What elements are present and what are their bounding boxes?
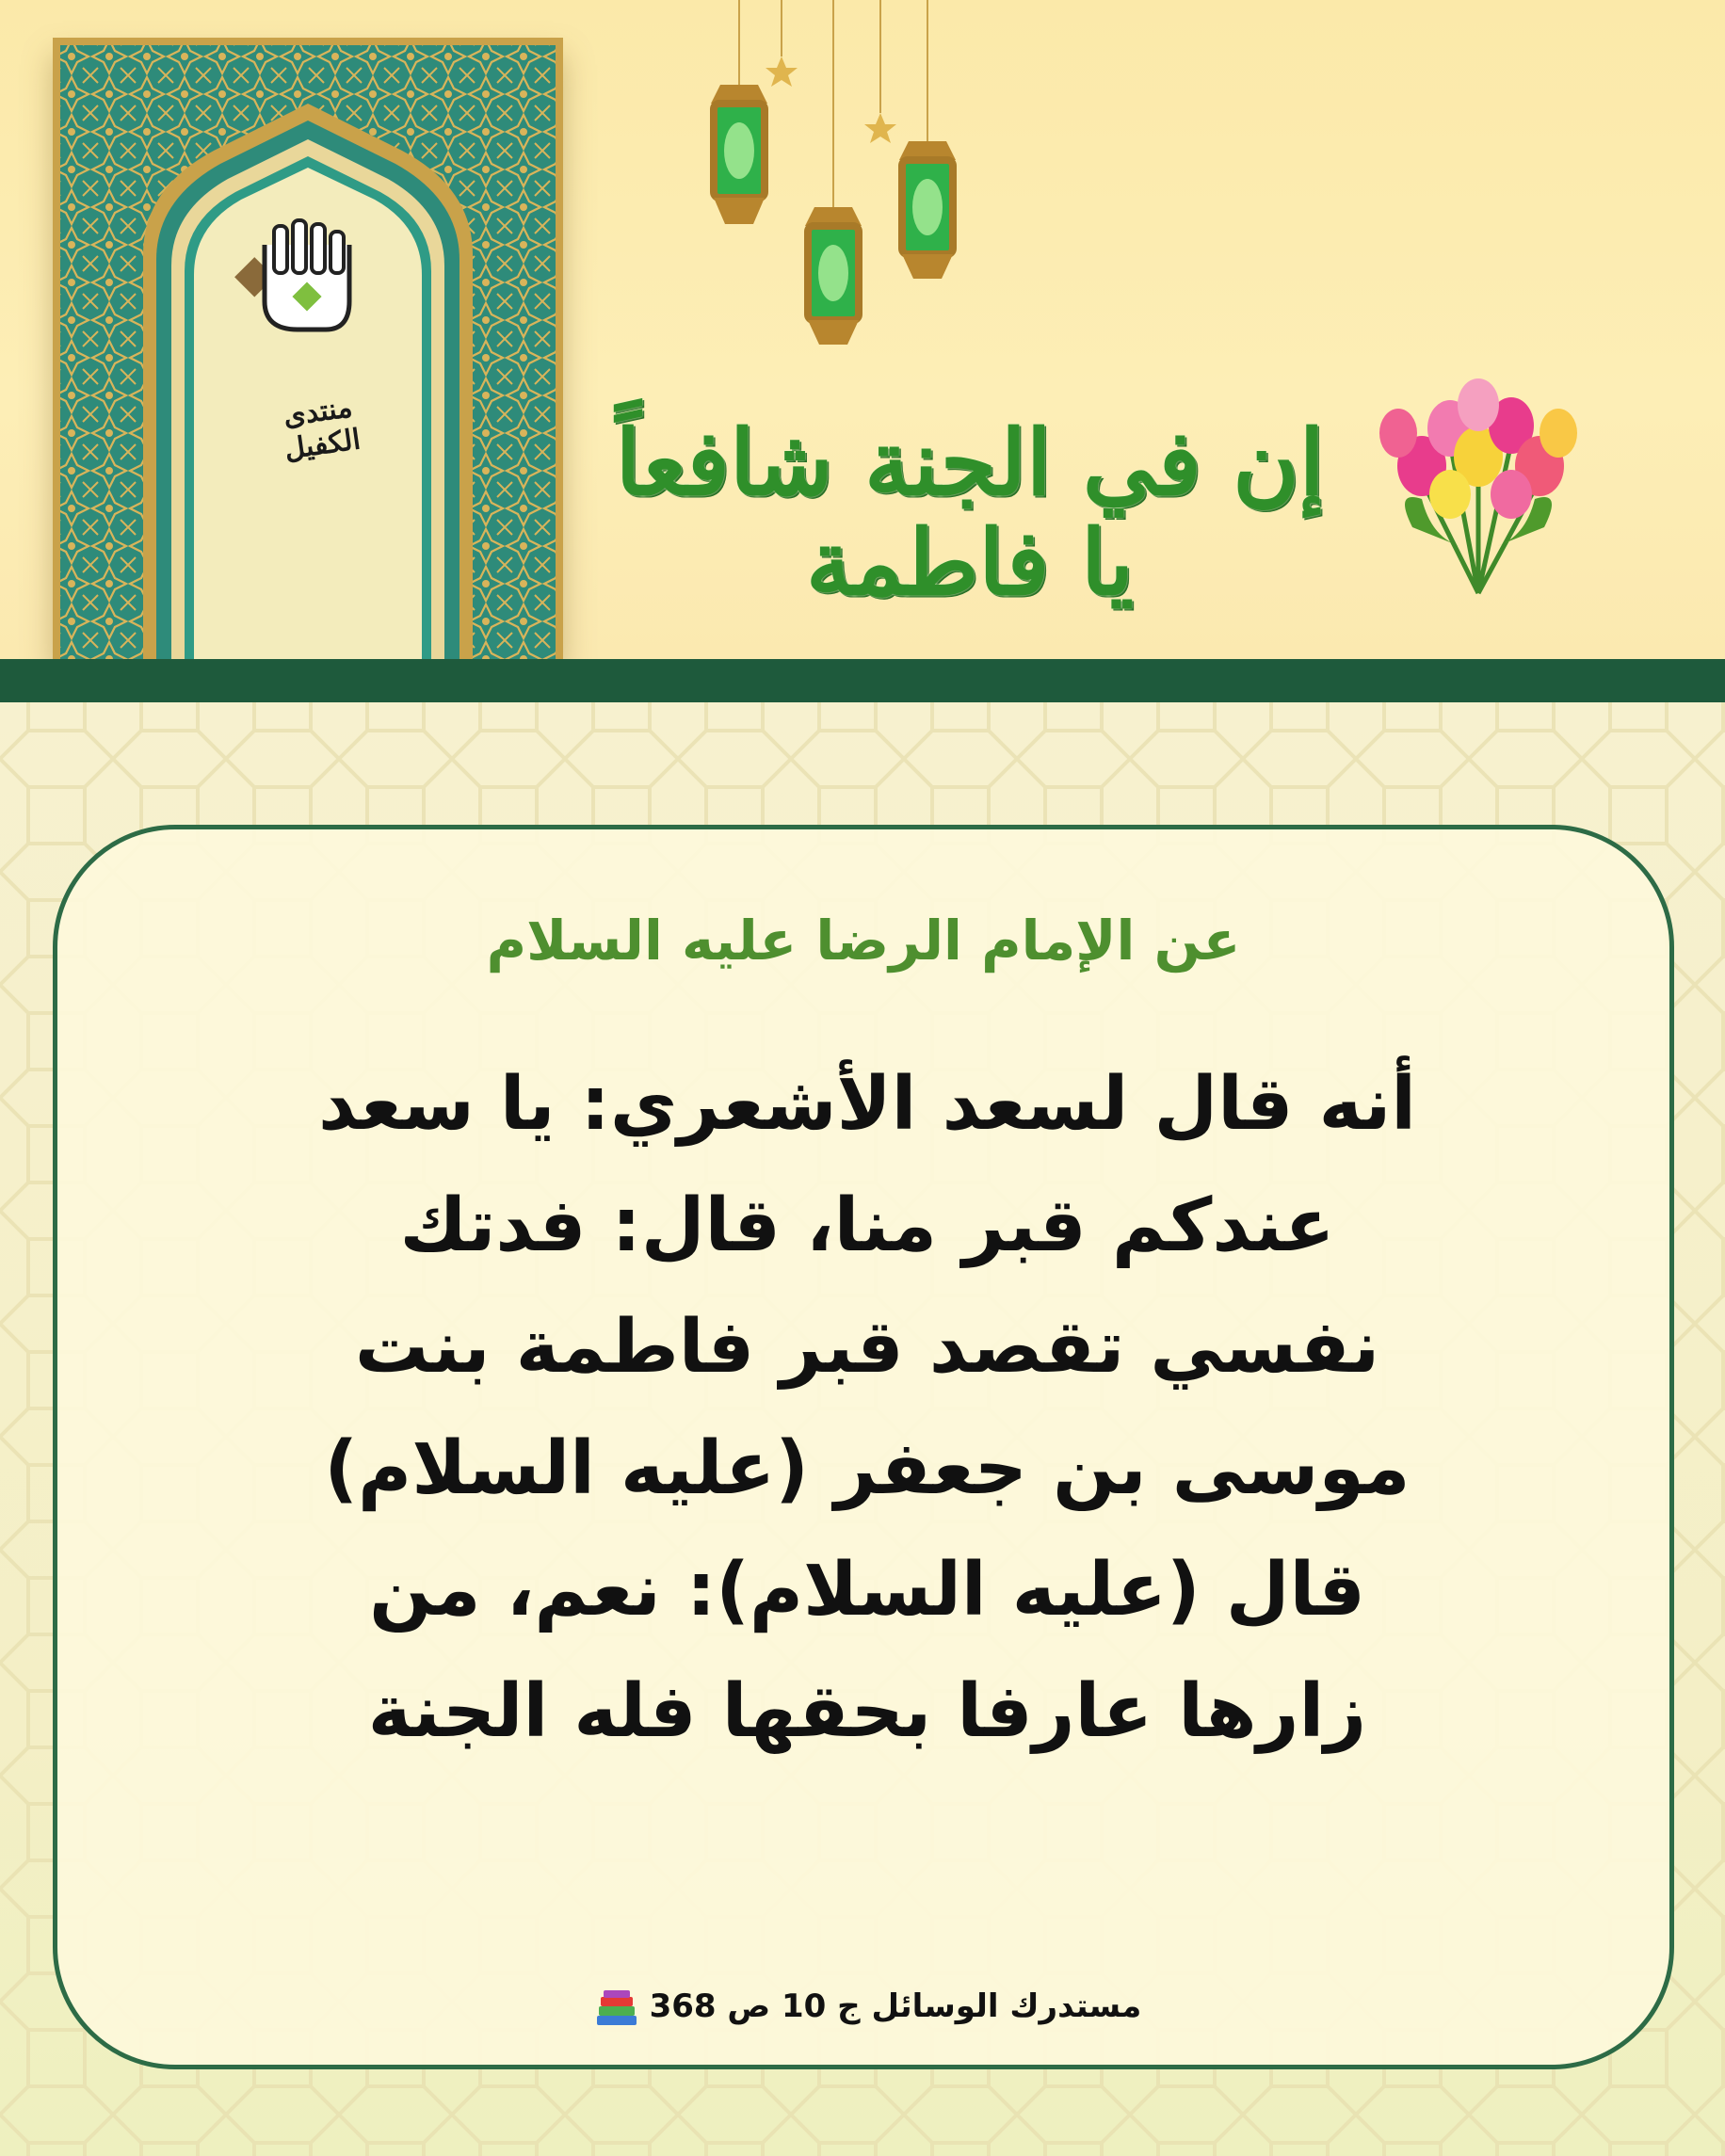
- lanterns-decoration: [678, 0, 979, 377]
- hadith-card: [53, 825, 1674, 2069]
- tulip-bouquet-icon: [1356, 367, 1601, 603]
- card-title: عن الإمام الرضا عليه السلام: [486, 909, 1241, 973]
- lantern-icon: [899, 141, 956, 279]
- calligraphy-title: إن في الجنة شافعاً يا فاطمة: [615, 410, 1325, 616]
- hadith-line: نفسي تقصد قبر فاطمة بنت: [354, 1305, 1380, 1390]
- hadith-line: موسى بن جعفر (عليه السلام): [324, 1426, 1411, 1511]
- hadith-line: عندكم قبر منا، قال: فدتك: [399, 1183, 1335, 1268]
- source-text: مستدرك الوسائل ج 10 ص 368: [649, 1987, 1142, 2025]
- hadith-line: قال (عليه السلام): نعم، من: [369, 1548, 1365, 1633]
- arch-ornament: [53, 38, 563, 659]
- mihrab-arch-panel: [53, 38, 563, 659]
- hadith-line: زارها عارفا بحقها فله الجنة: [367, 1669, 1367, 1754]
- lantern-icon: [805, 207, 862, 345]
- lantern-icon: [711, 85, 767, 224]
- source-citation: [57, 1987, 1669, 2027]
- divider-bar: [0, 659, 1725, 702]
- forum-logo-text: منتدى الكفيل: [281, 391, 363, 467]
- books-icon: [595, 1989, 638, 2027]
- header-banner: [0, 0, 1725, 659]
- hadith-text: [199, 1044, 1536, 1773]
- hadith-line: أنه قال لسعد الأشعري: يا سعد: [317, 1062, 1416, 1147]
